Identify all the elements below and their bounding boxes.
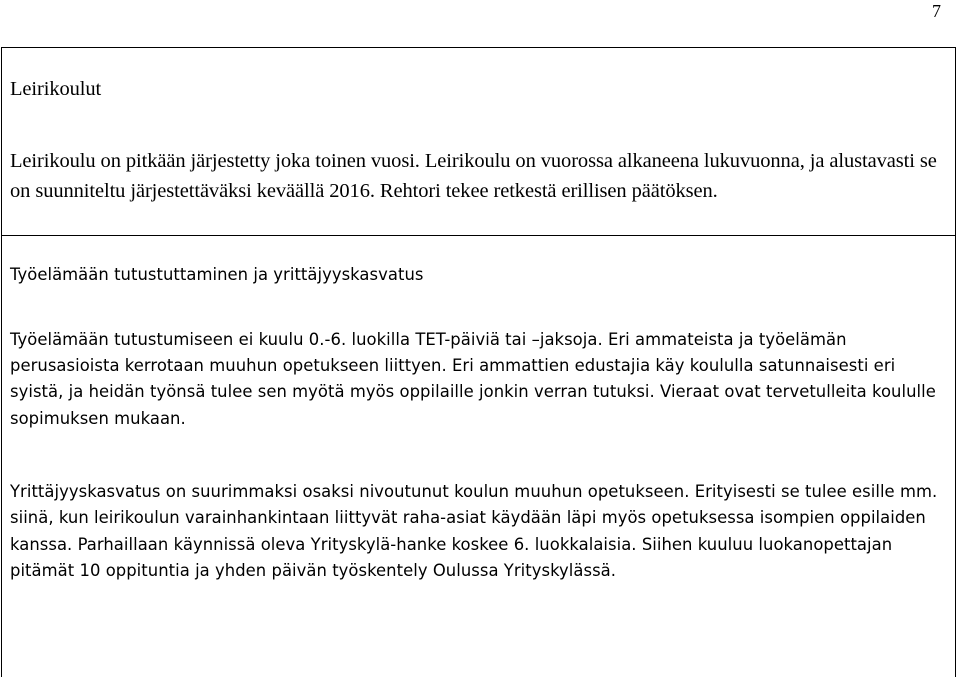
leirikoulu-paragraph: Leirikoulu on pitkään järjestetty joka toinen vuosi. Leirikoulu on vuorossa alkaneena lukuvuonna, ja alustavasti se on suunniteltu järjestettäväksi keväällä 2016. Rehtori tekee retkestä erillisen päätöksen. [10, 150, 937, 202]
section-heading-tyoelama: Työelämään tutustuttaminen ja yrittäjyyskasvatus [10, 265, 424, 284]
document-table [1, 47, 956, 677]
section-heading-leirikoulut: Leirikoulut [10, 78, 102, 100]
page-number: 7 [932, 1, 941, 21]
table-divider [2, 235, 955, 236]
yrittajyys-paragraph: Yrittäjyyskasvatus on suurimmaksi osaksi nivoutunut koulun muuhun opetukseen. Erityisesti se tulee esille mm. siinä, kun leirikoulun varainhankintaan liittyvät raha-asiat käydään läpi myös opetuksessa isompien oppilaiden kanssa. Parhaillaan käynnissä oleva Yrityskylä-hanke koskee 6. luokkalaisia. Siihen kuuluu luokanopettajan pitämät 10 oppituntia ja yhden päivän työskentely Oulussa Yrityskylässä. [10, 482, 938, 581]
tyoelama-paragraph: Työelämään tutustumiseen ei kuulu 0.-6. luokilla TET-päiviä tai –jaksoja. Eri ammateista ja työelämän perusasioista kerrotaan muuhun opetukseen liittyen. Eri ammattien edustajia käy koululla satunnaisesti eri syistä, ja heidän työnsä tulee sen myötä myös oppilaille jonkin verran tutuksi. Vieraat ovat tervetulleita koululle sopimuksen mukaan. [10, 330, 936, 428]
